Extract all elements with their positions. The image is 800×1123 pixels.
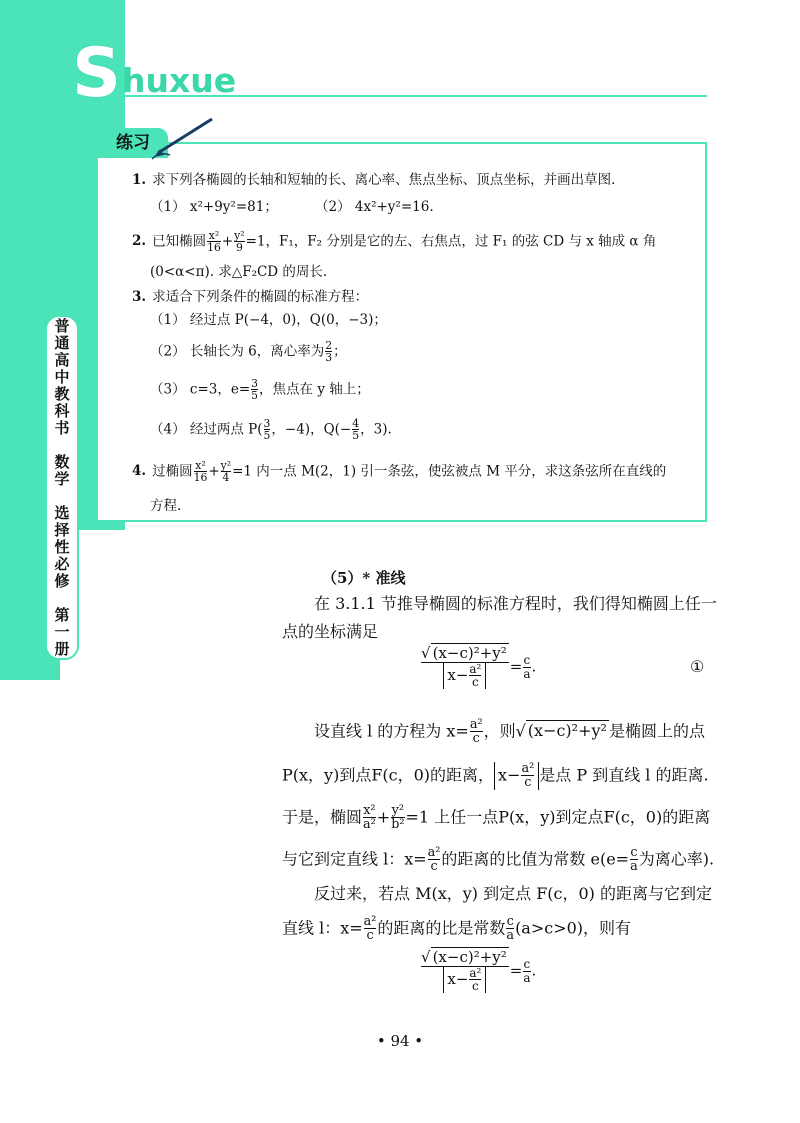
- exercise-2: 2. 已知椭圆 $\frac{\text{x²}}{16}$ + $\frac{\text{y²}}{9}$ =1，F₁，F₂ 分别是它的左、右焦点，过 F₁ 的弦 CD 与 x 轴成 α 角: [132, 229, 657, 255]
- section-heading: （5）* 准线: [322, 569, 406, 587]
- exercise-2-line2: (0<α<π). 求△F₂CD 的周长.: [150, 264, 328, 280]
- exercise-1: 1. 求下列各椭圆的长轴和短轴的长、离心率、焦点坐标、顶点坐标，并画出草图.: [132, 172, 616, 188]
- pen-icon: [150, 115, 220, 165]
- exercise-3: 3. 求适合下列条件的椭圆的标准方程：: [132, 289, 369, 305]
- paragraph-2d: 与它到定直线 l：x= $\frac{\text{a²}}{c}$ 的距离的比值为常数 e(e= $\frac{c}{a}$ 为离心率).: [282, 845, 715, 875]
- paragraph-2b: P(x，y)到点F(c，0)的距离， x− $\frac{\text{a²}}{c}$ 是点 P 到直线 l 的距离.: [282, 761, 709, 791]
- paragraph-1a: 在 3.1.1 节推导椭圆的标准方程时，我们得知椭圆上任一: [314, 594, 717, 613]
- paragraph-3a: 反过来，若点 M(x，y) 到定点 F(c，0) 的距离与它到定: [314, 884, 713, 903]
- page-number: • 94 •: [376, 1032, 424, 1050]
- paragraph-3b: 直线 l：x= $\frac{\text{a²}}{c}$ 的距离的比是常数 $\frac{c}{a}$ (a>c>0)，则有: [282, 914, 632, 944]
- exercise-4-line2: 方程.: [150, 498, 182, 514]
- shuxue-logo: S huxue: [72, 34, 237, 113]
- exercise-4: 4. 过椭圆 $\frac{\text{x²}}{16}$ + $\frac{\text{y²}}{4}$ =1 内一点 M(2，1) 引一条弦，使弦被点 M 平分，求这条弦所在直线的: [132, 459, 667, 485]
- exercise-1a: （1） x²+9y²=81；: [150, 199, 278, 215]
- exercise-1b: （2） 4x²+y²=16.: [315, 199, 434, 215]
- paragraph-1b: 点的坐标满足: [282, 622, 379, 641]
- book-title-text: 普通高中教科书 数学 选择性必修 第一册: [52, 317, 71, 658]
- equation-number: ①: [690, 657, 705, 676]
- exercise-label: 练习: [98, 128, 168, 158]
- equation-1: √ (x−c)²+y² x− $\frac{\text{a²}}{c}$ = $\frac{c}{a}$ .: [421, 644, 537, 690]
- book-title-tab: [45, 315, 79, 660]
- exercise-3a: （1） 经过点 P(−4，0)，Q(0，−3)；: [150, 312, 387, 328]
- paragraph-2a: 设直线 l 的方程为 x= $\frac{\text{a²}}{c}$ ，则√ (x−c)²+y² 是椭圆上的点: [314, 717, 705, 747]
- equation-2: √ (x−c)²+y² x− $\frac{\text{a²}}{c}$ = $\frac{c}{a}$ .: [421, 948, 537, 994]
- paragraph-2c: 于是，椭圆 $\frac{\text{x²}}{\text{a²}}$ + $\frac{\text{y²}}{\text{b²}}$ =1 上任一点P(x，y)到定点F(c，0)的距离: [282, 803, 711, 833]
- exercise-3d: （4） 经过两点 P( $\frac{3}{5}$ ，−4)，Q(− $\frac{4}{5}$ ，3).: [150, 417, 392, 443]
- exercise-3c: （3） c=3，e= $\frac{3}{5}$ ，焦点在 y 轴上；: [150, 377, 370, 403]
- exercise-3b: （2） 长轴长为 6，离心率为 $\frac{2}{3}$ ；: [150, 339, 347, 365]
